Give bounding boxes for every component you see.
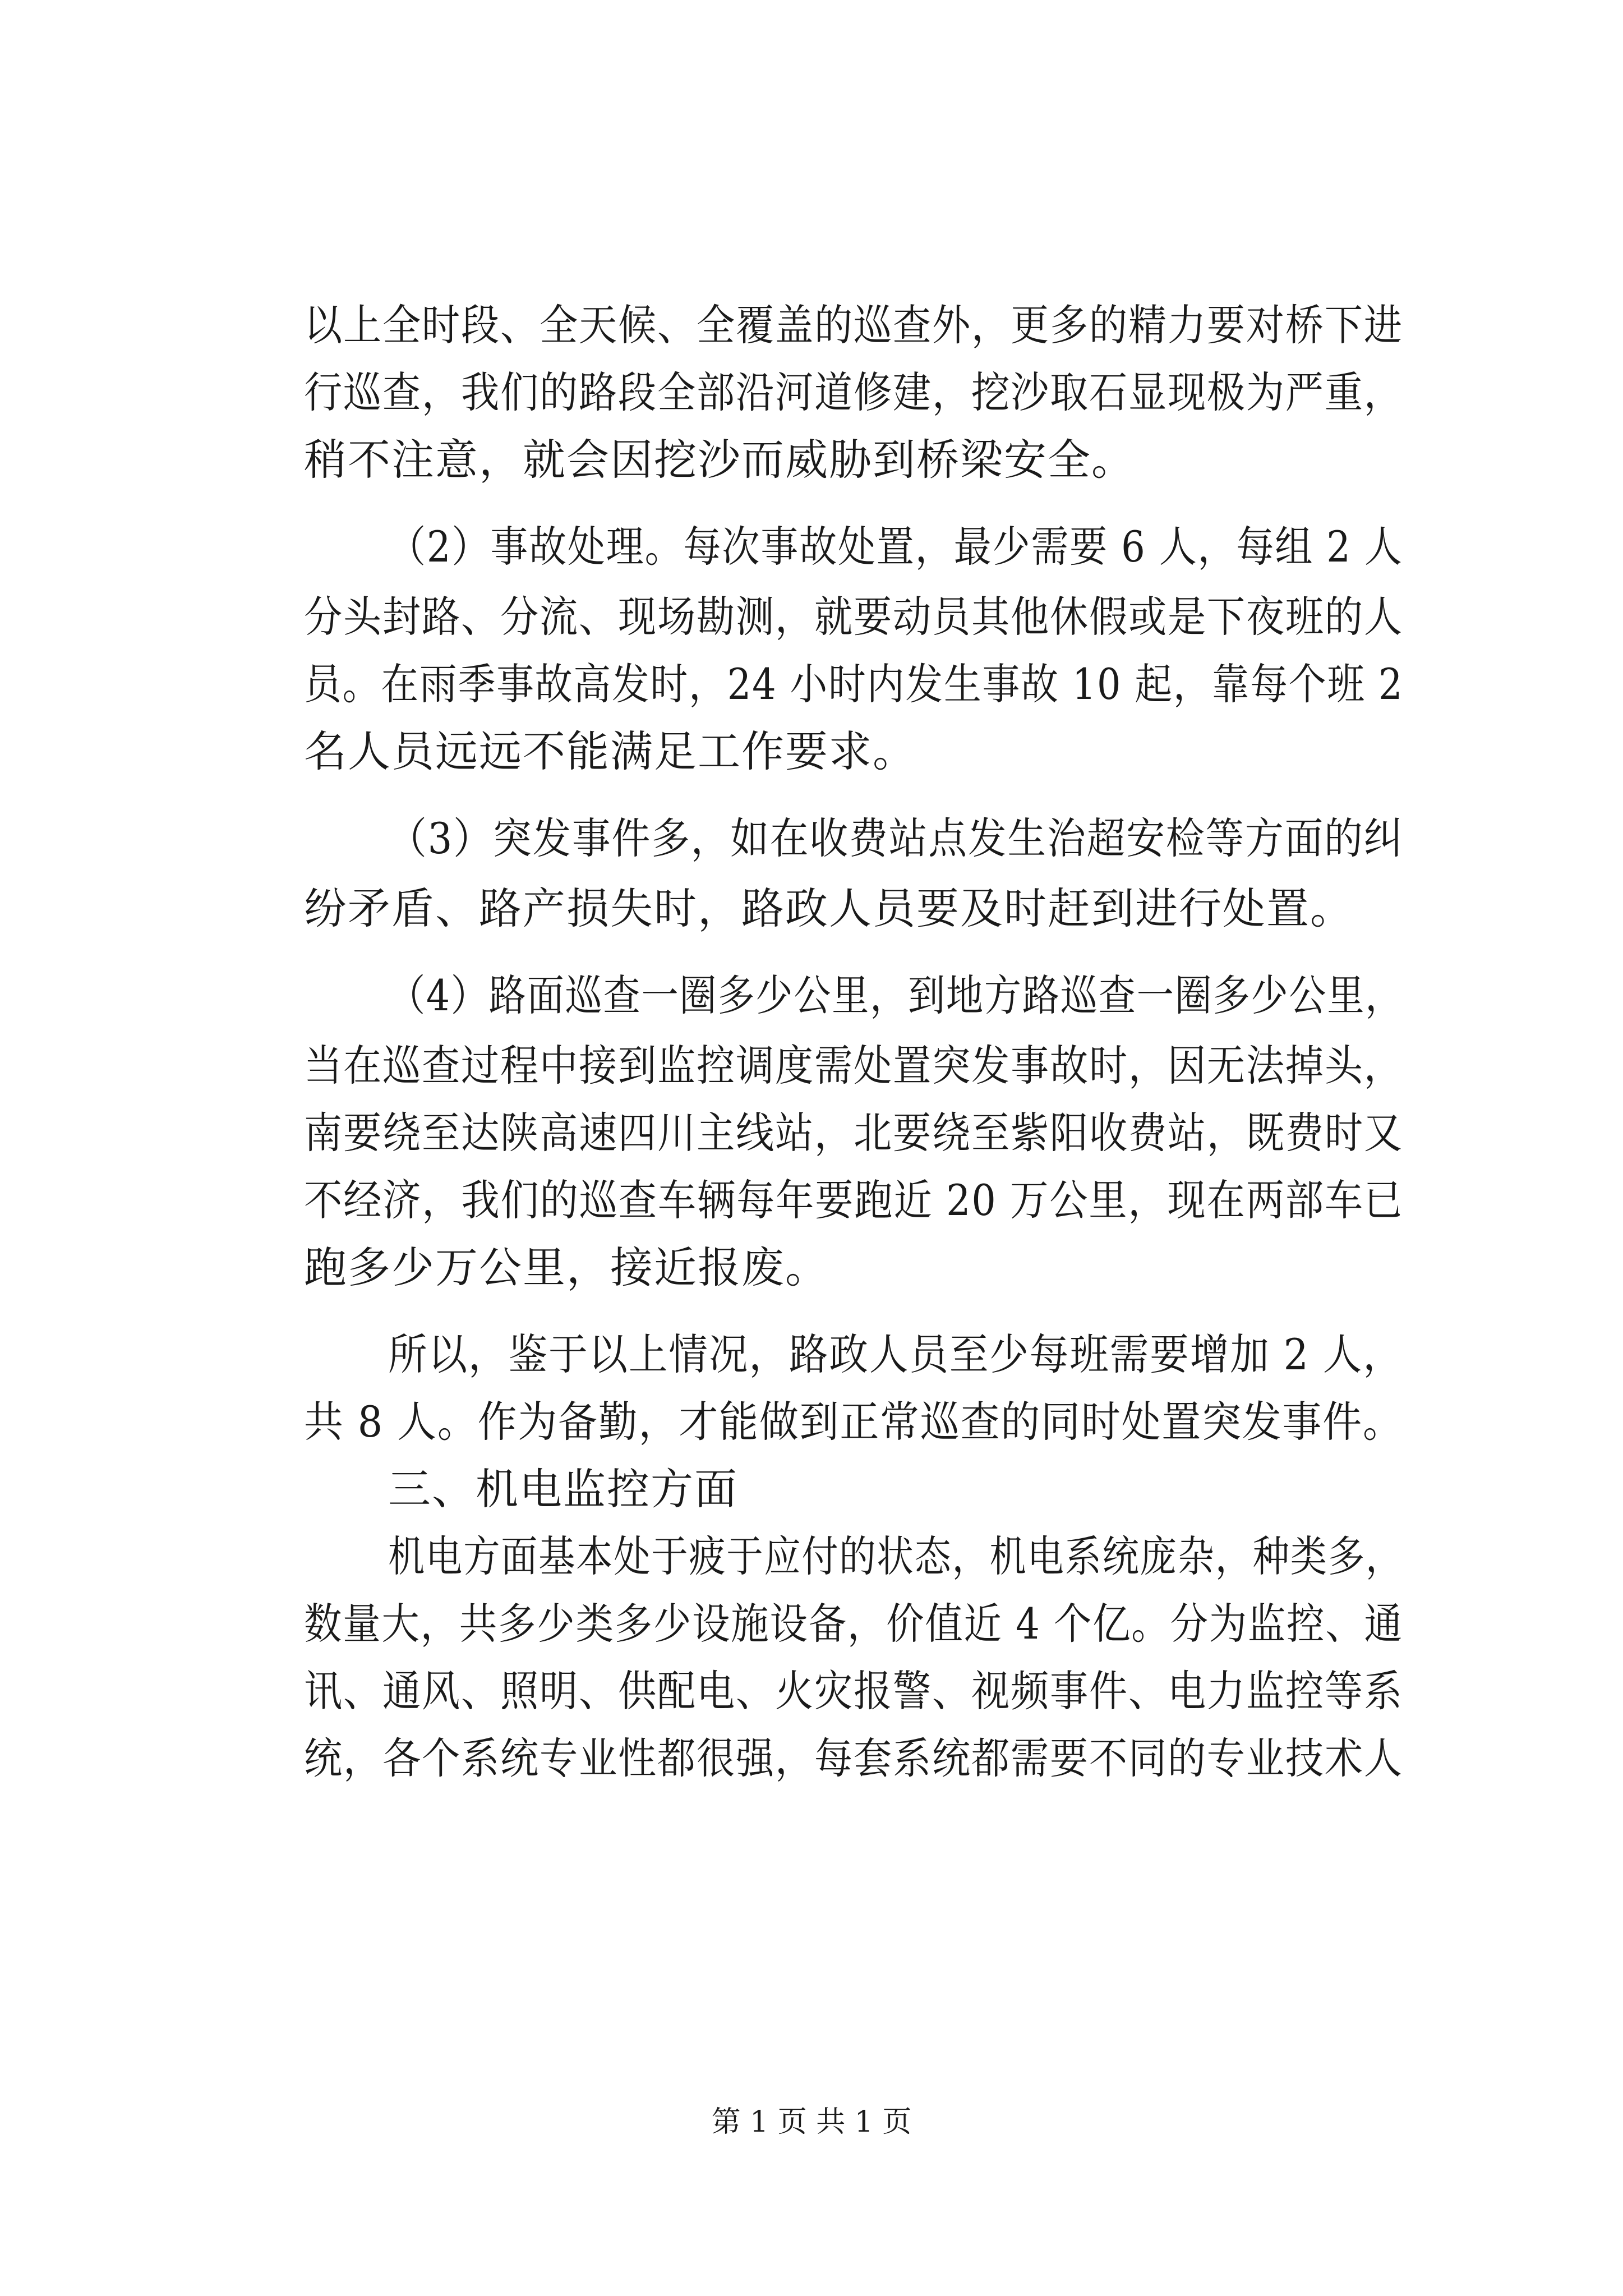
text-line: 南要绕至达陕高速四川主线站，北要绕至紫阳收费站，既费时又 <box>304 1108 1403 1158</box>
section-heading: 三、机电监控方面 <box>388 1464 738 1514</box>
text-line: 稍不注意，就会因挖沙而威胁到桥梁安全。 <box>304 435 1135 485</box>
text-line: 名人员远远不能满足工作要求。 <box>304 726 916 776</box>
text-line: 所以，鉴于以上情况，路政人员至少每班需要增加 2 人， <box>388 1329 1403 1379</box>
text-line: 不经济，我们的巡查车辆每年要跑近 20 万公里，现在两部车已 <box>304 1175 1404 1225</box>
text-line: 跑多少万公里，接近报废。 <box>304 1243 829 1292</box>
text-line: 统，各个系统专业性都很强，每套系统都需要不同的专业技术人 <box>304 1733 1403 1783</box>
text-line: 员。在雨季事故高发时，24 小时内发生事故 10 起，靠每个班 2 <box>304 659 1404 709</box>
text-line: 纷矛盾、路产损失时，路政人员要及时赶到进行处置。 <box>304 884 1354 933</box>
text-line: （4）路面巡查一圈多少公里，到地方路巡查一圈多少公里， <box>388 970 1404 1020</box>
page-footer: 第 1 页 共 1 页 <box>711 2105 912 2139</box>
text-line: （3）突发事件多，如在收费站点发生治超安检等方面的纠 <box>388 813 1404 863</box>
text-line: （2）事故处理。每次事故处置，最少需要 6 人，每组 2 人 <box>388 522 1403 572</box>
text-line: 数量大，共多少类多少设施设备，价值近 4 个亿。分为监控、通 <box>304 1599 1403 1649</box>
text-line: 机电方面基本处于疲于应付的状态，机电系统庞杂，种类多， <box>388 1531 1403 1581</box>
text-line: 讯、通风、照明、供配电、火灾报警、视频事件、电力监控等系 <box>304 1666 1403 1716</box>
text-line: 当在巡查过程中接到监控调度需处置突发事故时，因无法掉头， <box>304 1041 1403 1091</box>
text-line: 分头封路、分流、现场勘测，就要动员其他休假或是下夜班的人 <box>304 592 1403 642</box>
text-line: 以上全时段、全天候、全覆盖的巡查外，更多的精力要对桥下进 <box>304 300 1403 350</box>
text-line: 共 8 人。作为备勤，才能做到正常巡查的同时处置突发事件。 <box>304 1397 1403 1447</box>
text-line: 行巡查，我们的路段全部沿河道修建，挖沙取石显现极为严重， <box>304 367 1403 417</box>
